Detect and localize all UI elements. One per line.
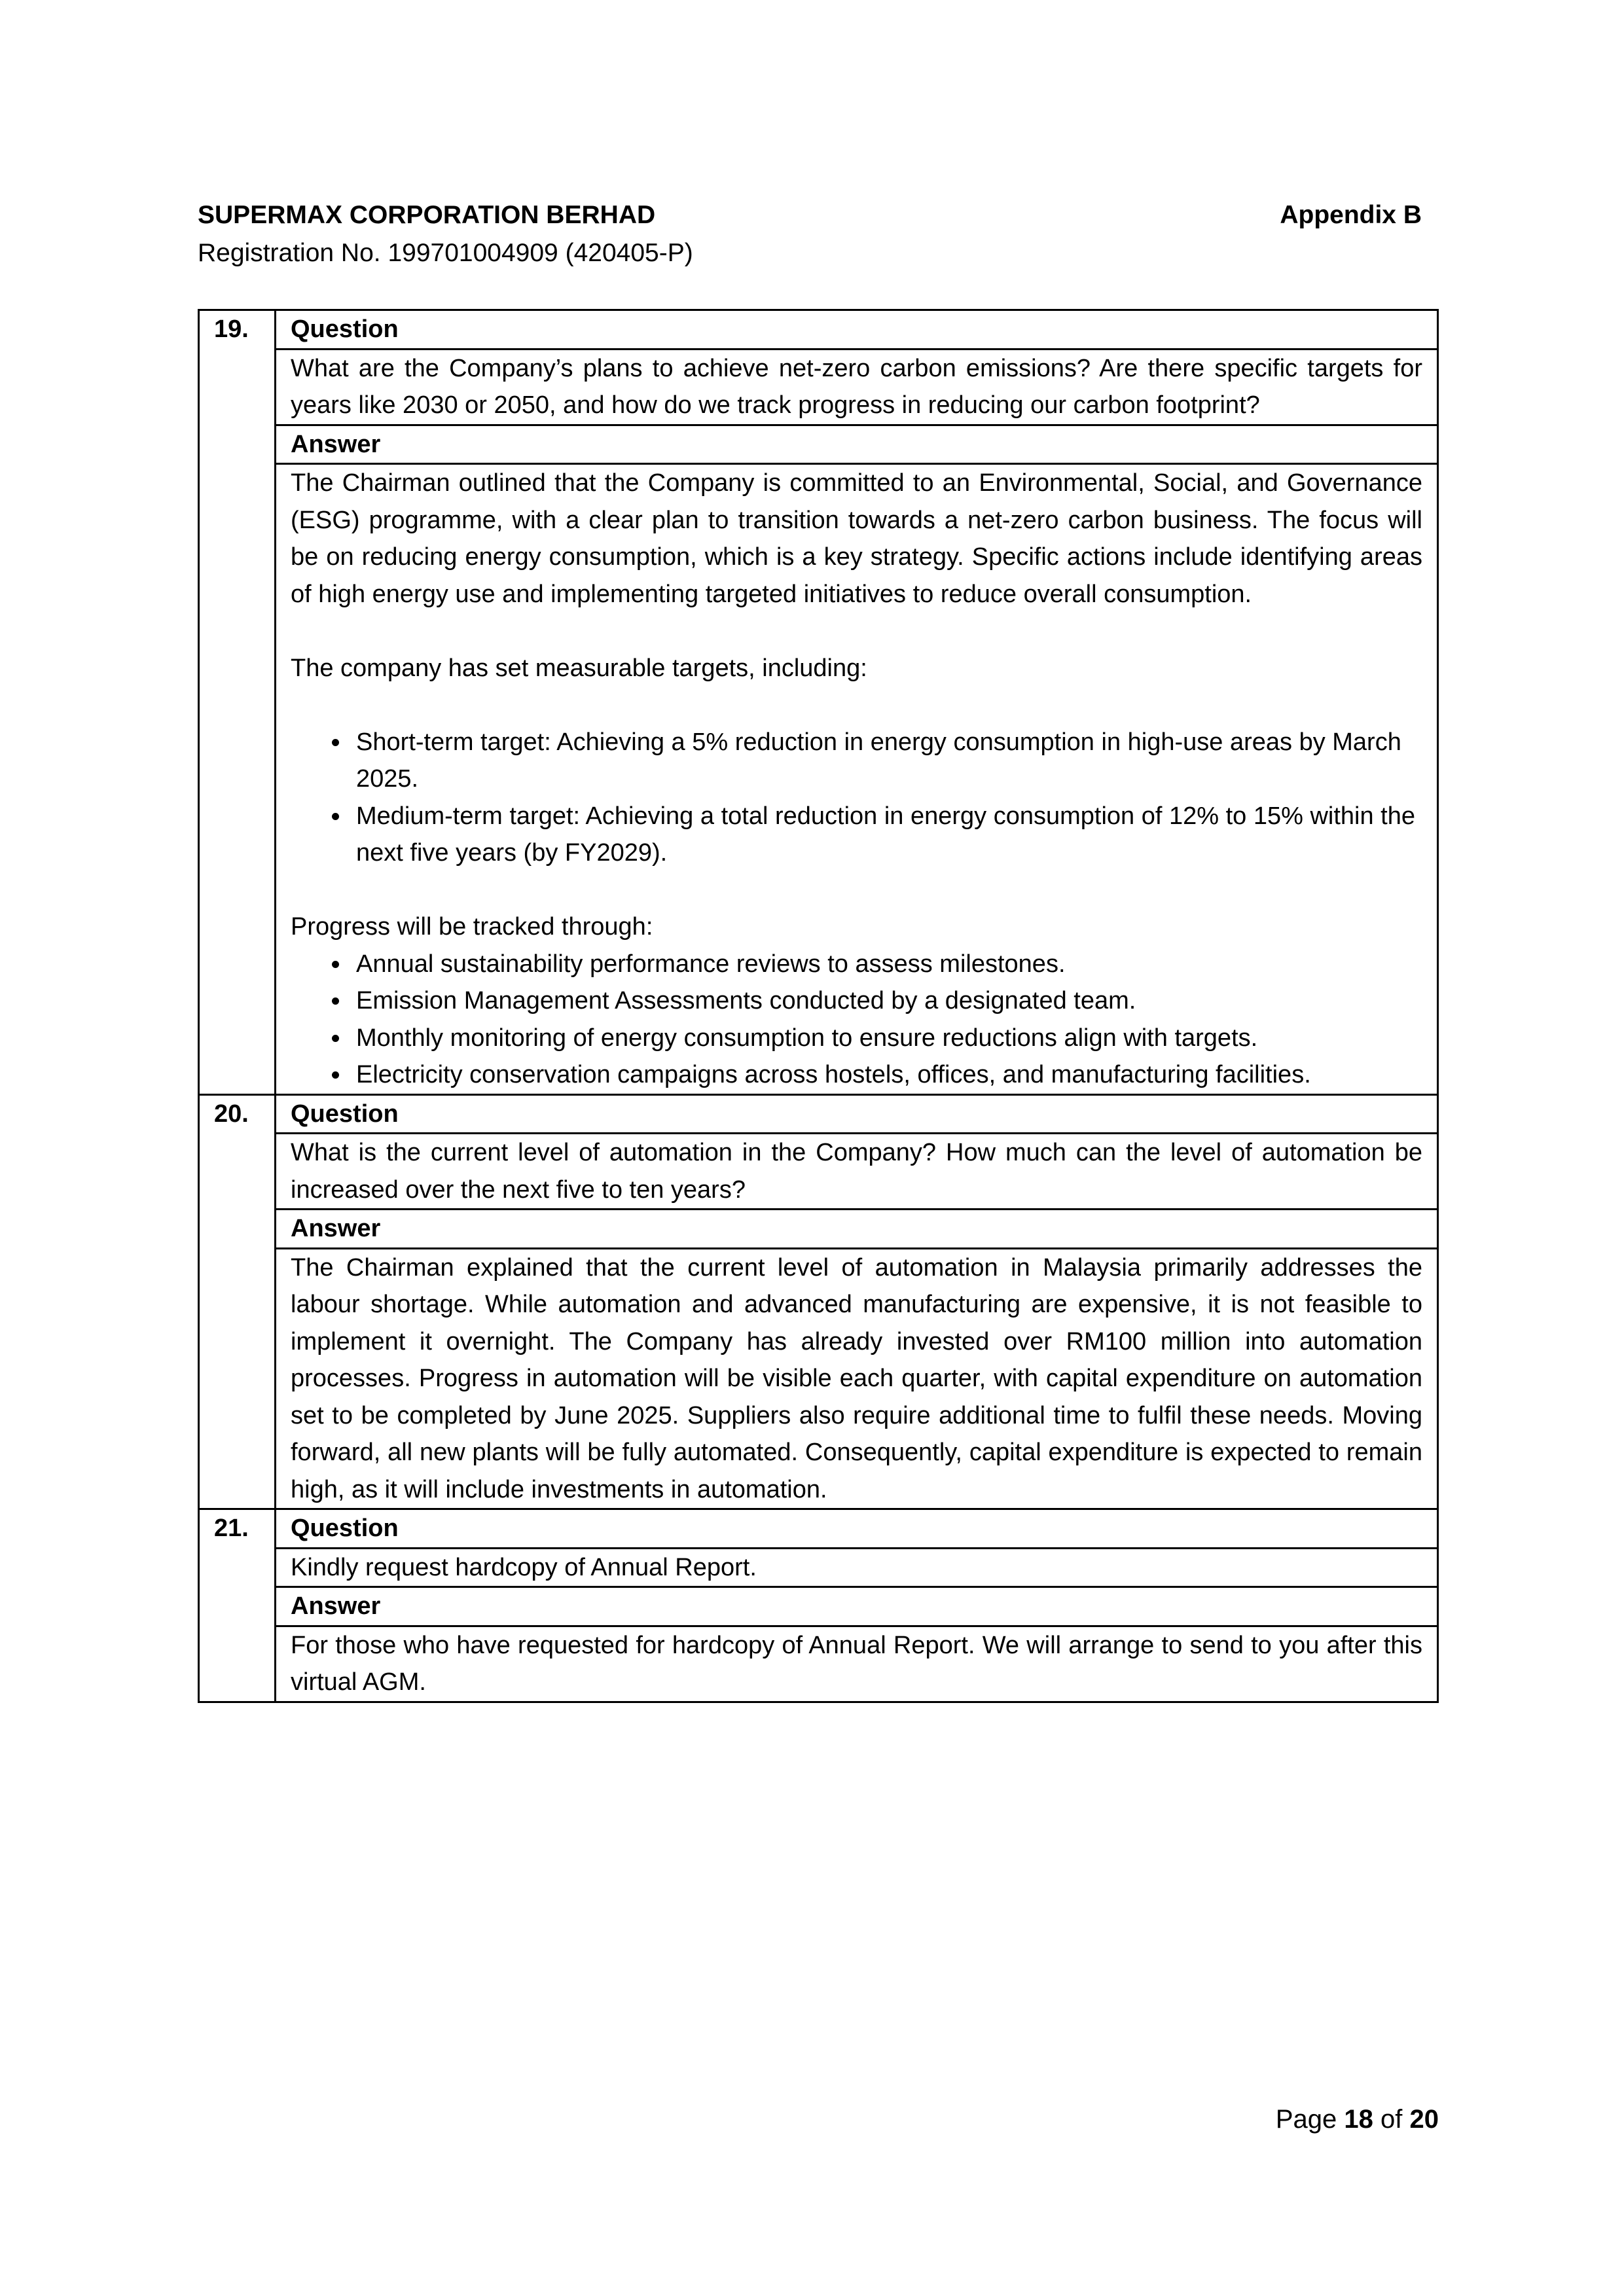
- qa-row-question: [199, 1134, 1438, 1210]
- list-item: • Emission Management Assessments conducted by a designated team.: [351, 982, 1422, 1020]
- page-number: [1276, 2101, 1439, 2138]
- qa-row-question: [199, 349, 1438, 425]
- question-text: Kindly request hardcopy of Annual Report.: [276, 1548, 1438, 1587]
- page-current: 18: [1344, 2105, 1373, 2134]
- company-name: SUPERMAX CORPORATION BERHAD: [198, 201, 656, 229]
- answer-paragraph: The Chairman outlined that the Company is committed to an Environmental, Social, and Governance (ESG) programme, with a clear plan to transition towards a net-zero carbon business. The focus will be on reducing energy consumption, which is a key strategy. Specific actions include identifying areas of high energy use and implementing targeted initiatives to reduce overall consumption.: [291, 469, 1422, 608]
- page-total: 20: [1409, 2105, 1439, 2134]
- question-label: Question: [276, 1509, 1438, 1549]
- question-text: What are the Company’s plans to achieve net-zero carbon emissions? Are there specific targets for years like 2030 or 2050, and how do we track progress in reducing our carbon footprint?: [276, 349, 1438, 425]
- item-number: 21.: [199, 1509, 276, 1702]
- answer-label: Answer: [276, 1587, 1438, 1626]
- question-label: Question: [276, 310, 1438, 350]
- answer-label: Answer: [276, 1210, 1438, 1249]
- targets-list: [291, 724, 1422, 872]
- item-number: 20.: [199, 1094, 276, 1509]
- appendix-label: Appendix B: [1280, 201, 1422, 229]
- progress-list: [291, 946, 1422, 1094]
- list-item: • Short-term target: Achieving a 5% reduction in energy consumption in high-use areas by March 2025.: [351, 724, 1422, 798]
- page-word: Page: [1275, 2105, 1337, 2134]
- list-item: • Medium-term target: Achieving a total reduction in energy consumption of 12% to 15% within the next five years (by FY2029).: [351, 798, 1422, 872]
- question-label: Question: [276, 1094, 1438, 1134]
- of-word: of: [1380, 2105, 1403, 2134]
- qa-row-answer-label: [199, 425, 1438, 464]
- list-item: • Monthly monitoring of energy consumption to ensure reductions align with targets.: [351, 1020, 1422, 1057]
- qa-row-answer-label: [199, 1210, 1438, 1249]
- answer-body: [276, 464, 1438, 1095]
- qa-row-question-label: [199, 310, 1438, 350]
- qa-row-answer: [199, 464, 1438, 1095]
- answer-text: For those who have requested for hardcopy of Annual Report. We will arrange to send to you after this virtual AGM.: [276, 1626, 1438, 1702]
- qa-row-answer: [199, 1248, 1438, 1509]
- qa-row-question: [199, 1548, 1438, 1587]
- registration-number: Registration No. 199701004909 (420405-P): [198, 239, 693, 267]
- qa-row-answer: [199, 1626, 1438, 1702]
- answer-text: The Chairman explained that the current level of automation in Malaysia primarily addresses the labour shortage. While automation and advanced manufacturing are expensive, it is not feasible to implement it overnight. The Company has already invested over RM100 million into automation processes. Progress in automation will be visible each quarter, with capital expenditure on automation set to be completed by June 2025. Suppliers also require additional time to fulfil these needs. Moving forward, all new plants will be fully automated. Consequently, capital expenditure is expected to remain high, as it will include investments in automation.: [276, 1248, 1438, 1509]
- page-header: [198, 196, 1422, 272]
- progress-intro: Progress will be tracked through:: [291, 913, 653, 941]
- qa-row-question-label: [199, 1509, 1438, 1549]
- list-item: • Electricity conservation campaigns across hostels, offices, and manufacturing facilities.: [351, 1056, 1422, 1094]
- targets-intro: The company has set measurable targets, including:: [291, 654, 867, 682]
- list-item: • Annual sustainability performance reviews to assess milestones.: [351, 946, 1422, 983]
- qa-row-question-label: [199, 1094, 1438, 1134]
- answer-label: Answer: [276, 425, 1438, 464]
- question-text: What is the current level of automation in the Company? How much can the level of automation be increased over the next five to ten years?: [276, 1134, 1438, 1210]
- qa-table: [198, 309, 1439, 1703]
- qa-row-answer-label: [199, 1587, 1438, 1626]
- item-number: 19.: [199, 310, 276, 1095]
